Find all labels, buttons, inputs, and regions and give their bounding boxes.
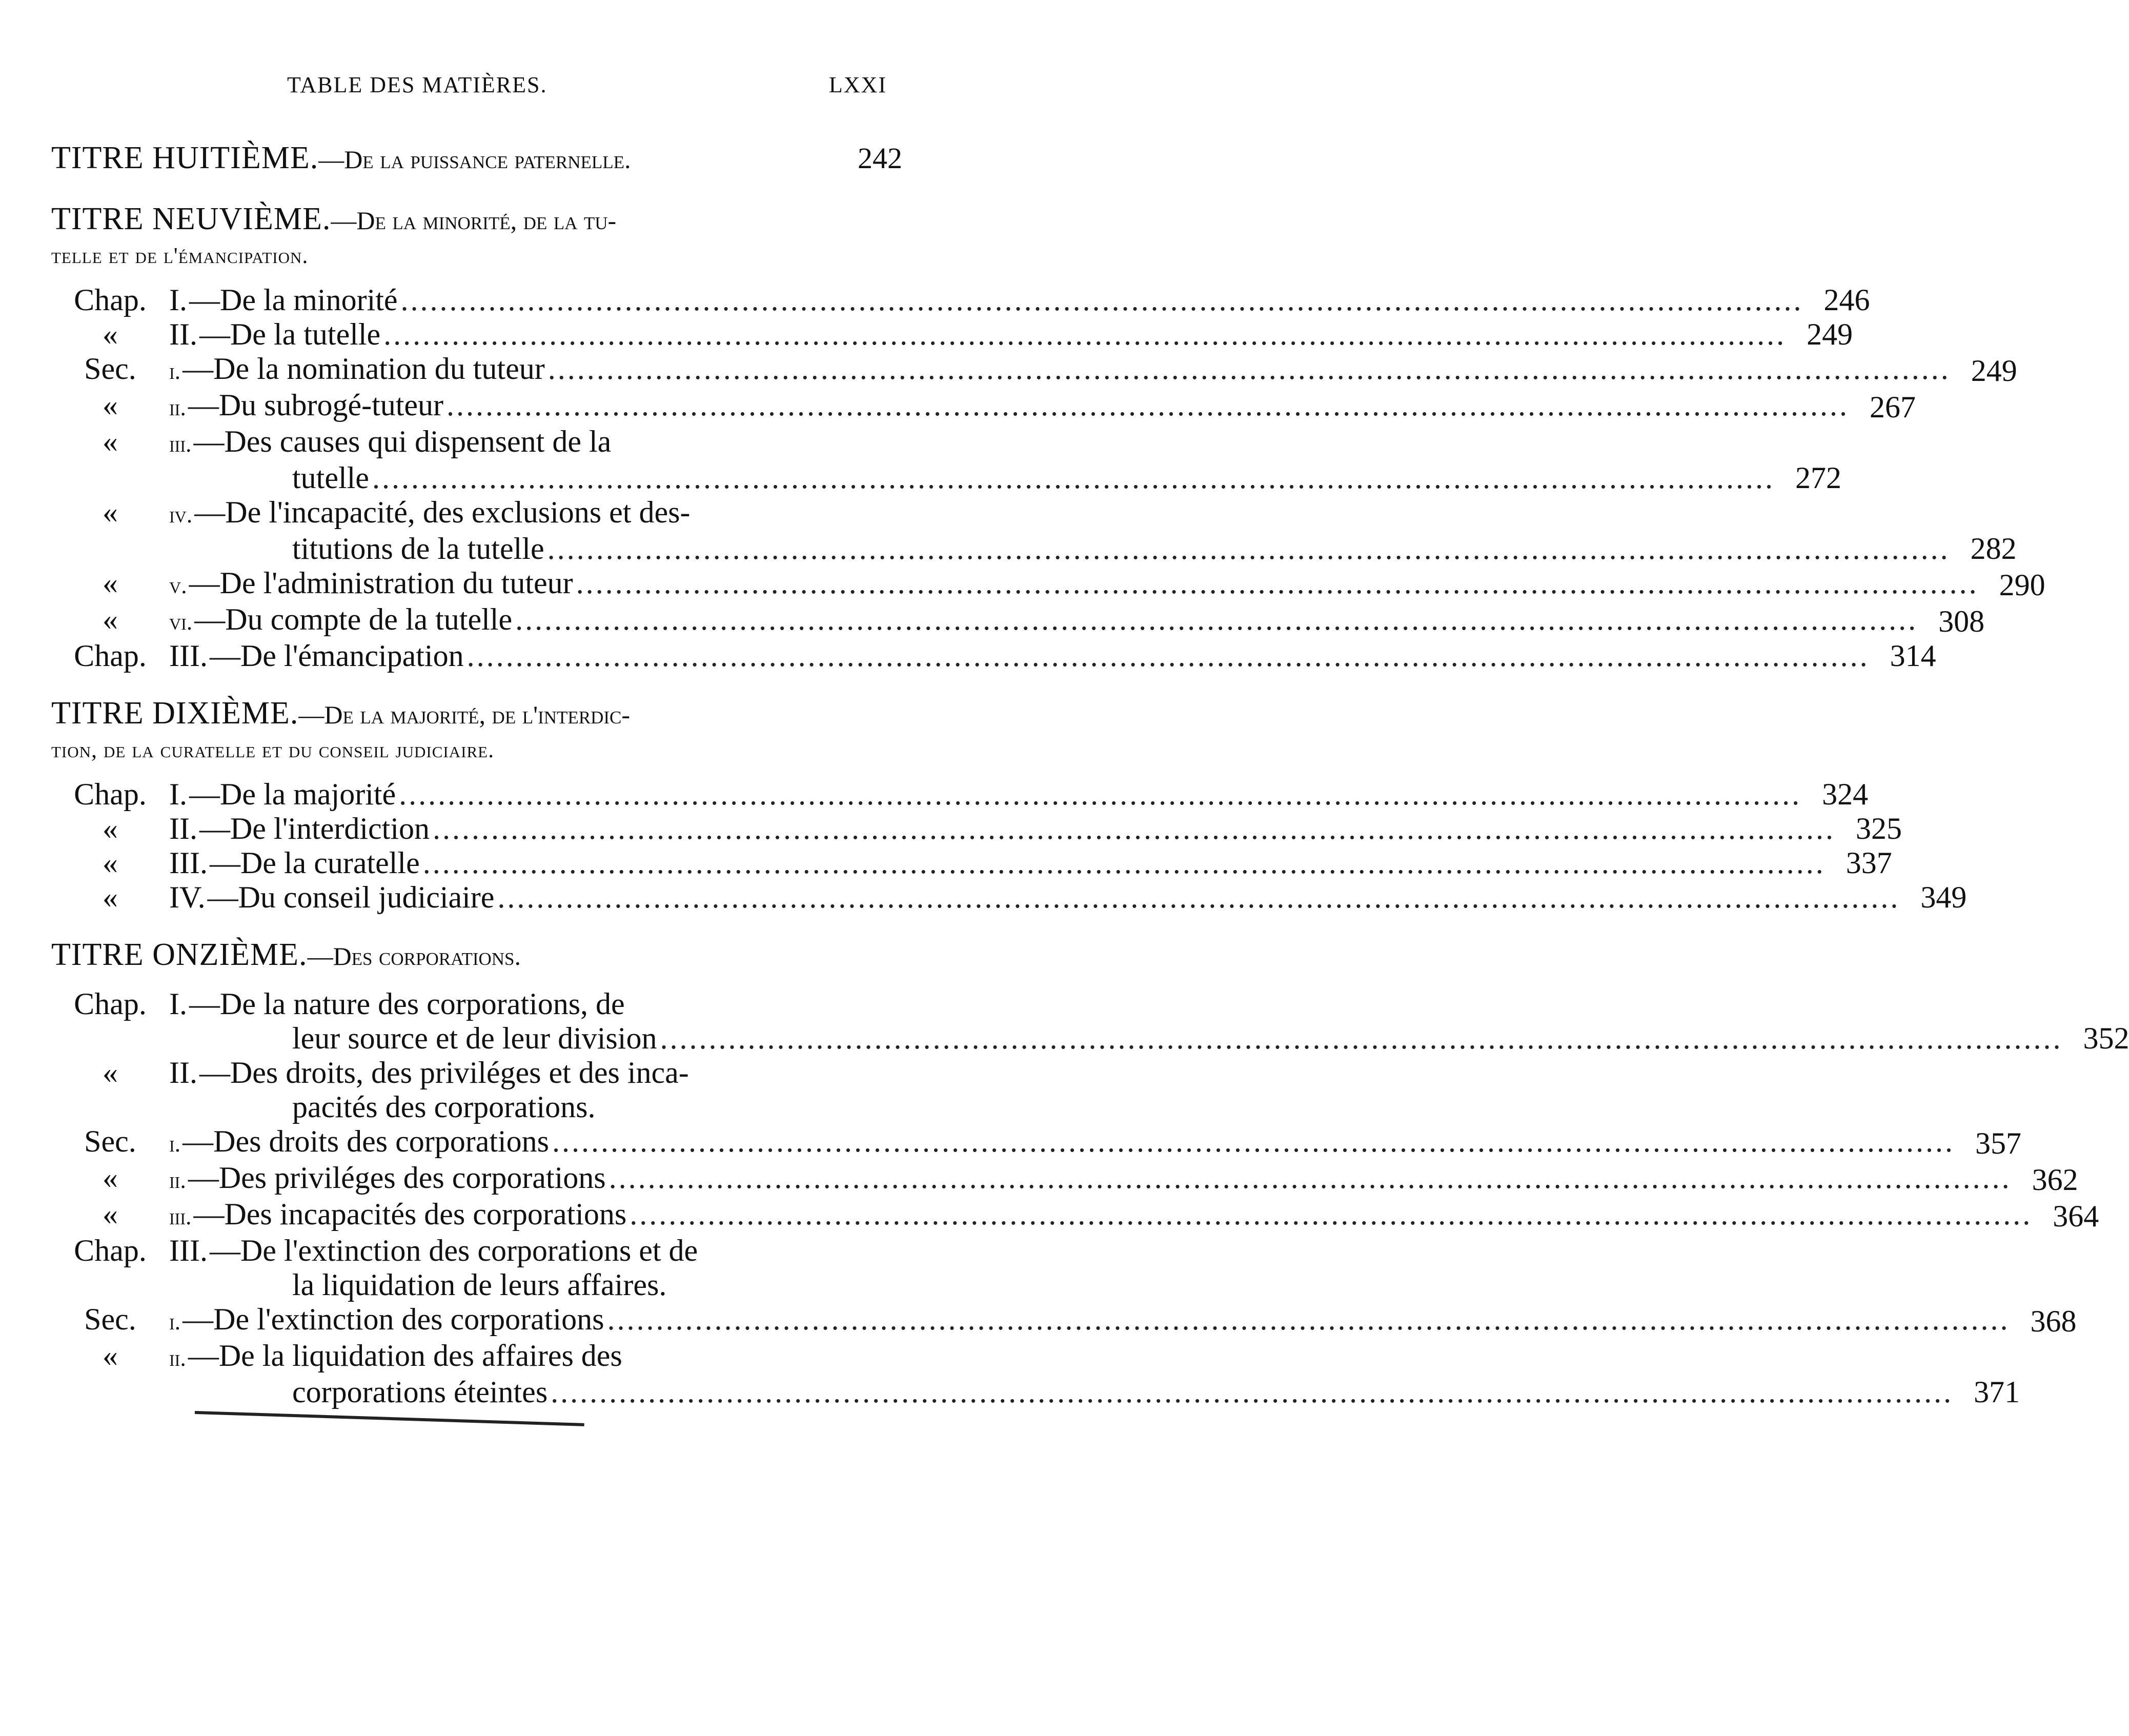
entry-label: « [103,566,118,600]
entry-page-number: 352 [2083,1021,2129,1055]
entry-label: « [103,388,118,422]
entry-number: iii. [169,1203,192,1229]
toc-entry [51,1124,2022,1161]
dot-leader [660,1021,2062,1056]
entry-number: ii. [169,1345,186,1371]
entry-label: Sec. [84,1302,136,1336]
titre-heading [51,935,902,976]
entry-label: « [103,1197,118,1231]
entry-number: II. [169,317,197,351]
entry-text: —De l'incapacité, des exclusions et des- [194,495,691,529]
entry-text: —De l'interdiction [199,812,430,845]
running-header [287,72,887,98]
entry-text: —De la nomination du tuteur [183,352,545,386]
toc-entry [51,1161,2078,1197]
entry-text: tutelle [292,461,369,495]
entry-number: III. [169,1234,208,1267]
dot-leader [497,880,1900,915]
entry-text: —De la tutelle [199,317,381,351]
entry-list [51,987,2129,1409]
toc-entry [51,495,2017,566]
page-number: LXXI [828,72,887,97]
entry-page-number: 337 [1846,846,1892,880]
titre-name: TITRE HUITIÈME. [51,140,319,175]
toc-entry [51,1056,902,1124]
titre-subject: —De la minorité, de la tu- [331,206,617,235]
dot-leader [548,532,1950,566]
entry-text: —Du compte de la tutelle [194,602,513,636]
entry-label: Sec. [84,1124,136,1158]
toc-entry [51,812,1902,846]
toc-entry [51,987,2129,1056]
entry-label: « [103,495,118,529]
entry-label: Sec. [84,352,136,386]
entry-text: —De l'extinction des corporations et de [209,1234,698,1267]
entry-text: titutions de la tutelle [292,532,544,566]
titre-name: TITRE DIXIÈME. [51,696,299,731]
dot-leader [551,1375,1953,1409]
toc-entry [51,317,1853,352]
toc-entry [51,1197,2099,1234]
entry-text: —De l'extinction des corporations [183,1302,604,1336]
dot-leader [372,461,1775,495]
entry-label: « [103,1161,118,1195]
titre-name: TITRE NEUVIÈME. [51,201,331,236]
titre-section [51,694,1967,915]
entry-label: Chap. [74,987,147,1021]
entry-label: « [103,1056,118,1089]
titre-heading [51,199,902,240]
entry-text: pacités des corporations. [292,1090,596,1124]
entry-page-number: 371 [1974,1375,2020,1409]
entry-number: II. [169,1056,197,1089]
entry-page-number: 267 [1870,390,1916,424]
dot-leader [399,777,1801,812]
toc-entry [51,846,1892,880]
toc-entry [51,425,1841,495]
dot-leader [467,639,1870,673]
titre-section [51,199,2045,673]
entry-text: —Des droits des corporations [183,1124,550,1158]
titre-name: TITRE ONZIÈME. [51,937,308,972]
titre-subject-continued: telle et de l'émancipation. [51,243,309,268]
entry-list [51,777,1967,915]
entry-number: v. [169,572,187,598]
entry-page-number: 357 [1975,1126,2022,1160]
entry-text: —Du subrogé-tuteur [188,388,444,422]
dot-leader [423,846,1826,880]
entry-text: —De la majorité [189,777,396,811]
entry-text: —De la liquidation des affaires des [188,1339,622,1372]
running-title: TABLE DES MATIÈRES. [287,72,548,97]
entry-number: iv. [169,501,193,528]
titre-subject-continued: tion, de la curatelle et du conseil judiciaire. [51,737,495,762]
entry-text: —De la curatelle [209,846,420,880]
entry-text: leur source et de leur division [292,1021,657,1055]
dot-leader [576,566,1979,600]
toc-entry [51,1302,2077,1339]
entry-page-number: 362 [2032,1163,2078,1197]
dot-leader [433,812,1835,846]
entry-page-number: 325 [1856,812,1902,845]
dot-leader [548,352,1951,386]
entry-number: IV. [169,880,206,914]
entry-label: « [103,880,118,914]
entry-text: la liquidation de leurs affaires. [292,1268,667,1302]
entry-page-number: 368 [2030,1304,2077,1338]
titre-subject: —De la majorité, de l'interdic- [298,700,631,729]
entry-page-number: 314 [1890,639,1936,673]
entry-text: —Des incapacités des corporations [193,1197,627,1231]
entry-text: —De l'administration du tuteur [189,566,573,600]
entry-page-number: 246 [1823,283,1870,317]
entry-number: III. [169,639,208,673]
entry-text: —De la minorité [189,283,398,317]
titre-subject: —De la puissance paternelle. [318,145,631,174]
toc-entry [51,566,2045,602]
entry-label: « [103,846,118,880]
entry-label: Chap. [74,639,147,673]
titre-section [51,138,902,179]
entry-label: « [103,1339,118,1372]
entry-label: « [103,317,118,351]
entry-text: —Du conseil judiciaire [207,880,495,914]
entry-number: iii. [169,431,192,457]
entry-page-number: 364 [2053,1199,2099,1233]
entry-page-number: 324 [1822,777,1869,811]
dot-leader [609,1161,2012,1195]
titre-page-number: 242 [858,142,902,175]
entry-number: III. [169,846,208,880]
entry-number: i. [169,1131,181,1157]
dot-leader [401,283,1803,317]
entry-number: ii. [169,1167,186,1193]
toc-entry [51,777,1869,812]
titre-heading [51,138,902,179]
titre-heading [51,694,902,734]
dot-leader [552,1124,1955,1159]
entry-text: —Des droits, des priviléges et des inca- [199,1056,689,1089]
entry-page-number: 349 [1920,880,1967,914]
titre-subject: —Des corporations. [307,942,521,971]
entry-label: « [103,812,118,845]
entry-number: I. [169,283,187,317]
entry-number: ii. [169,394,186,420]
toc-entry [51,880,1967,915]
entry-label: Chap. [74,1234,147,1267]
toc-entry [51,1339,2020,1409]
entry-text: —De la nature des corporations, de [189,987,625,1021]
dot-leader [515,602,1918,637]
entry-number: i. [169,1308,181,1335]
entry-label: « [103,602,118,636]
dot-leader [447,388,1849,422]
entry-list [51,283,2045,673]
entry-page-number: 308 [1938,604,1985,638]
table-of-contents [51,138,2129,1415]
entry-text: —Des priviléges des corporations [188,1161,606,1195]
entry-page-number: 249 [1807,317,1853,351]
toc-entry [51,602,1985,639]
toc-entry [51,639,1936,673]
entry-page-number: 272 [1795,461,1841,495]
dot-leader [607,1302,2010,1337]
entry-number: I. [169,777,187,811]
dot-leader [383,317,1786,352]
entry-number: vi. [169,609,193,635]
toc-entry [51,283,1870,317]
entry-page-number: 249 [1971,354,2017,388]
entry-label: Chap. [74,777,147,811]
entry-label: Chap. [74,283,147,317]
entry-number: I. [169,987,187,1021]
entry-number: i. [169,358,181,384]
entry-label: « [103,425,118,458]
entry-number: II. [169,812,197,845]
entry-text: —De l'émancipation [209,639,464,673]
toc-entry [51,352,2017,388]
entry-page-number: 290 [1999,568,2045,602]
entry-page-number: 282 [1970,532,2017,566]
dot-leader [630,1197,2032,1232]
titre-section [51,935,2129,1409]
toc-entry [51,1234,902,1302]
toc-entry [51,388,1916,425]
entry-text: —Des causes qui dispensent de la [193,425,612,458]
entry-text: corporations éteintes [292,1375,548,1409]
